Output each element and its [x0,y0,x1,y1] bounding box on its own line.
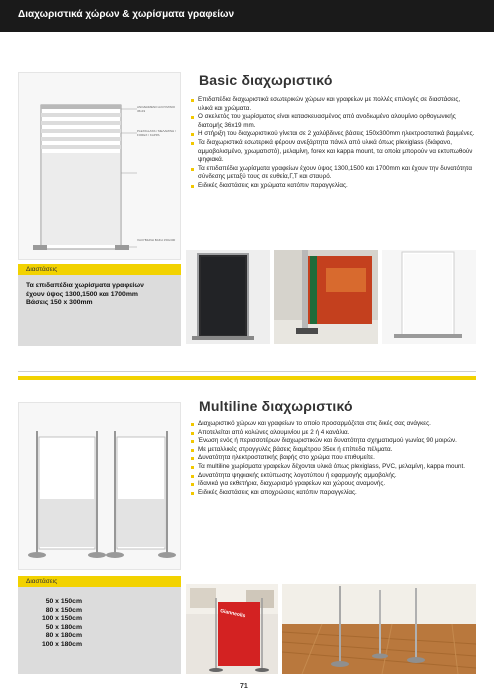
dimensions-heading-bar [18,264,181,275]
list-item: Δυνατότητα ψηφιακής εκτύπωσης λογοτύπου ή εφαρμογής αμμοβολής. [191,472,476,481]
basic-photo-printed-panel [274,250,378,344]
basic-partition-drawing [19,73,182,261]
size-item: 50 x 150cm [45,598,82,605]
banner-brand-text: Gianneolis [219,608,246,620]
basic-dimensions-text [26,282,176,308]
size-item: 50 x 180cm [45,623,82,631]
section-divider [18,376,476,380]
multiline-partition-drawing [19,403,182,571]
list-item: Ένωση ενός ή περισσοτέρων διαχωριστικών και δυνατότητα σχηματισμού γωνίας 90 μοιρών. [191,437,476,446]
basic-dimensions-box [18,264,181,346]
multiline-photo-store [186,584,278,674]
multiline-diagram [18,402,181,570]
list-item: Με μεταλλικές στρογγυλές βάσεις διαμέτρου 35εκ ή επίπεδα πέλματα. [191,446,476,455]
list-item: Ειδικές διαστάσεις και χρώματα κατόπιν παραγγελίας. [191,182,476,191]
multiline-size-list [26,598,82,650]
size-item: 100 x 180cm [41,640,82,648]
list-item: Ιδανικά για εκθετήρια, διαχωρισμό γραφείων και χώρους αναμονής. [191,480,476,489]
list-item: Επιδαπέδια διαχωριστικά εσωτερικών χώρων και γραφείων με πολλές επιλογές σε διαστάσεις, υλικά και χρώματα. [191,96,476,113]
list-item: Αποτελείται από κολώνες αλουμινίου με 2 ή 4 κανάλια. [191,429,476,438]
basic-feature-list [191,96,476,191]
list-item: Η στήριξη του διαχωριστικού γίνεται σε 2 χαλύβδινες βάσεις 150x300mm ηλεκτροστατικά βαμμένες. [191,130,476,139]
diagram-annotation: ΧΑΛΥΒΔΙΝΗ ΒΑΣΗ 150x300 [137,238,176,242]
diagram-annotation: PLEXIGLASS / ΜΕΛΑΜΙΝΗ / FOREX / KAPPA [137,129,176,137]
list-item: Διαχωριστικό χώρων και γραφείων το οποίο προσαρμόζεται στις δικές σας ανάγκες. [191,420,476,429]
multiline-section-title: Multiline διαχωριστικό [199,398,353,414]
page-header-title: Διαχωριστικά χώρων & χωρίσματα γραφείων [18,9,235,20]
multiline-photo-parquet [282,584,476,674]
basic-photo-white-panel [382,250,476,344]
list-item: Ειδικές διαστάσεις και αποχρώσεις κατόπιν παραγγελίας. [191,489,476,498]
page-header [0,0,494,32]
dimensions-heading: Διαστάσεις [26,578,58,585]
list-item: Ο σκελετός του χωρίσματος είναι κατασκευασμένος από ανοδιωμένο αλουμίνιο ορθογωνικής διατομής 36x19 mm. [191,113,476,130]
section-divider [18,371,476,372]
diagram-annotation: ΑΝΟΔΙΩΜΕΝΟ ΑΛΟΥΜΙΝΙΟ 36x19 [137,105,176,113]
size-item: 100 x 150cm [41,615,82,623]
page-number: 71 [240,683,248,690]
multiline-feature-list [191,420,476,497]
list-item: Δυνατότητα ηλεκτροστατικής βαφής στο χρώμα που επιθυμείτε. [191,454,476,463]
spec-line: Τα επιδαπέδια χωρίσματα γραφείων [26,282,144,289]
list-item: Τα διαχωριστικά εσωτερικά φέρουν ανεξάρτητα πάνελ από υλικά όπως plexiglass (διάφανο, αμμοβολισμένο, χρωματιστό), μελαμίνη, forex και kappa mount, τα οποία μπορούν να εκτυπωθούν ψηφιακά. [191,139,476,165]
size-item: 80 x 180cm [45,632,82,640]
dimensions-heading: Διαστάσεις [26,266,58,273]
basic-diagram [18,72,181,260]
size-item: 80 x 150cm [45,606,82,614]
basic-section-title: Basic διαχωριστικό [199,72,333,88]
dimensions-heading-bar [18,576,181,587]
basic-photo-black-panel [186,250,270,344]
spec-line: έχουν ύψος 1300,1500 και 1700mm [26,290,138,298]
multiline-dimensions-box [18,576,181,674]
list-item: Τα multiline χωρίσματα γραφείων δέχονται υλικά όπως plexiglass, PVC, μελαμίνη, kappa mount. [191,463,476,472]
list-item: Τα επιδαπέδια χωρίσματα γραφείων έχουν ύψος 1300,1500 και 1700mm και έχουν την δυνατότητα σύνδεσης μεταξύ τους σε ευθεία,Γ,Τ και σταυρό. [191,165,476,182]
spec-line: Βάσεις 150 x 300mm [26,299,93,306]
